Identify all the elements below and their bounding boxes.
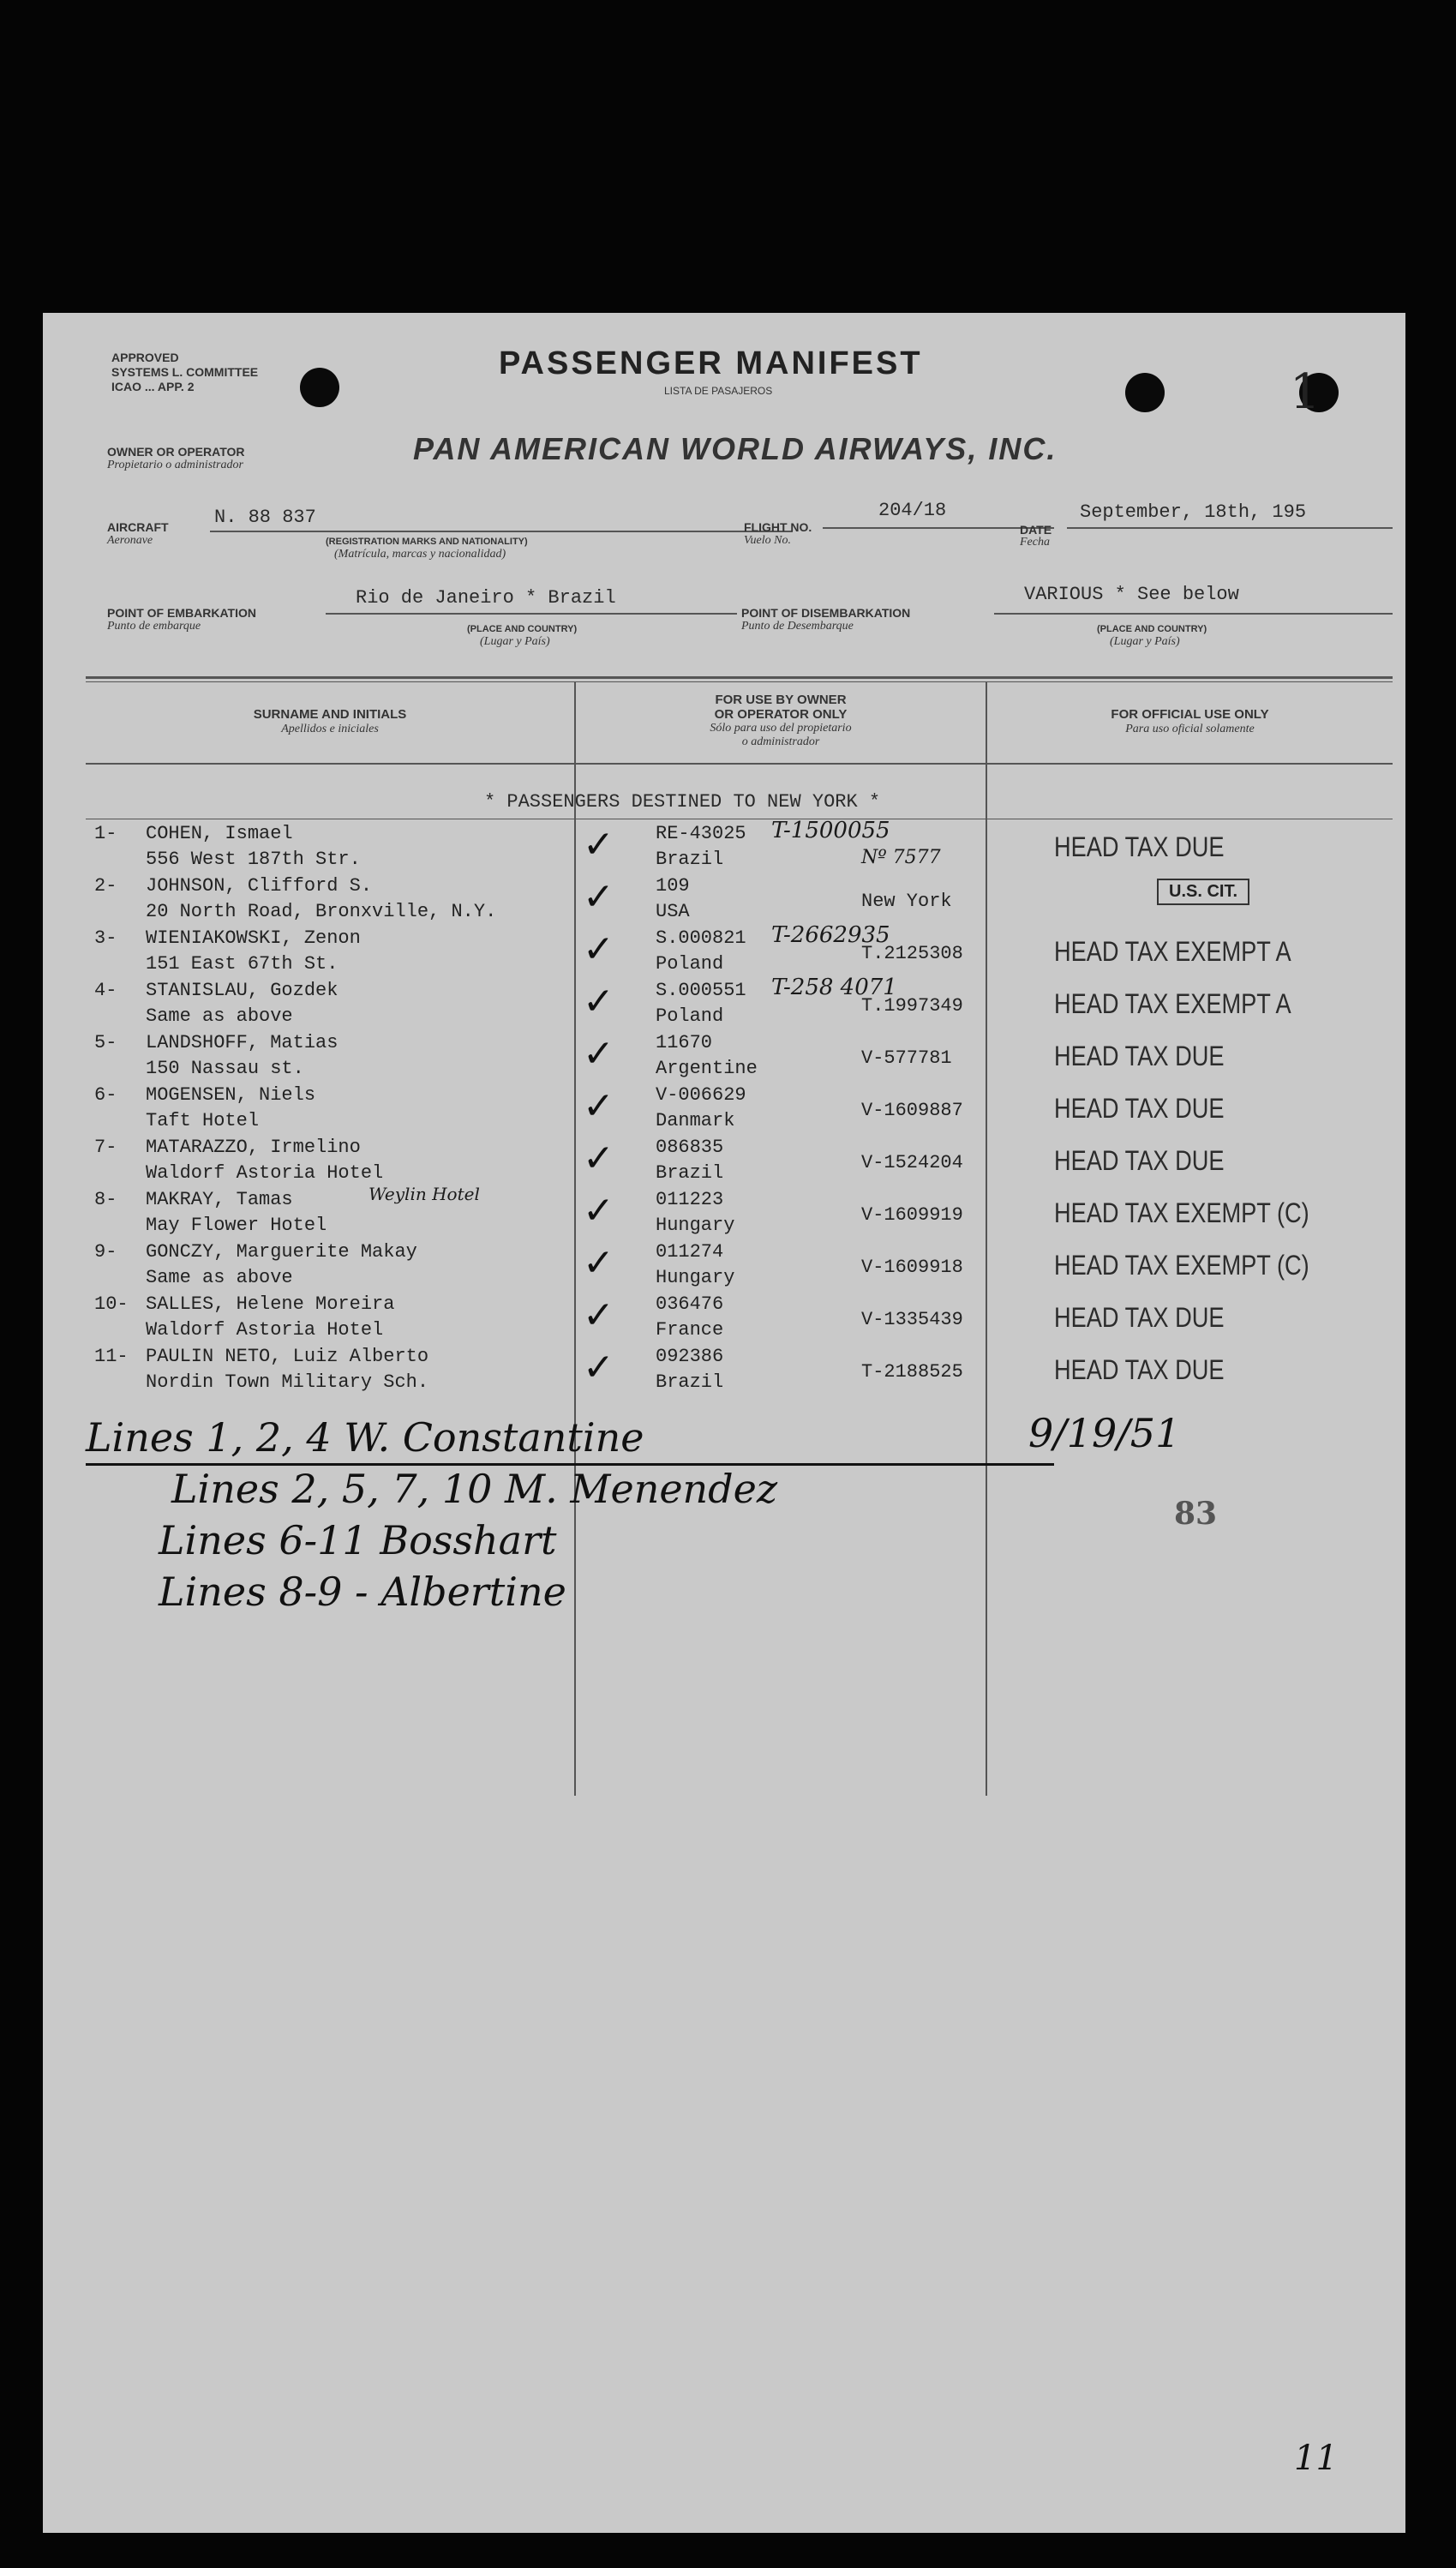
- passenger-name: LANDSHOFF, Matias: [146, 1032, 339, 1053]
- registration-note-es: (Matrícula, marcas y nacionalidad): [334, 548, 506, 561]
- official-stamp: HEAD TAX DUE: [1054, 1145, 1225, 1176]
- date-label: DATE: [1020, 523, 1052, 537]
- nationality: Hungary: [656, 1267, 735, 1288]
- passenger-name: WIENIAKOWSKI, Zenon: [146, 927, 361, 949]
- passenger-address: Waldorf Astoria Hotel: [146, 1319, 384, 1341]
- passenger-name: STANISLAU, Gozdek: [146, 980, 339, 1001]
- passenger-address: Taft Hotel: [146, 1110, 260, 1131]
- flight-label: FLIGHT NO.: [744, 520, 812, 534]
- visa-number: V-1524204: [861, 1152, 963, 1173]
- row-number: 2-: [94, 875, 117, 897]
- disembark-label: POINT OF DISEMBARKATION: [741, 606, 911, 620]
- nationality: Poland: [656, 953, 724, 975]
- date-value: September, 18th, 195: [1080, 501, 1307, 523]
- nationality: Brazil: [656, 849, 724, 870]
- table-row: [94, 975, 1388, 1033]
- table-row: [94, 1084, 1388, 1137]
- check-mark-icon: ✓: [583, 823, 614, 867]
- embark-label-es: Punto de embarque: [107, 620, 201, 633]
- nationality: Brazil: [656, 1371, 724, 1393]
- official-stamp: HEAD TAX DUE: [1054, 1041, 1225, 1071]
- aircraft-value: N. 88 837: [214, 507, 316, 528]
- passport-id: V-006629: [656, 1084, 746, 1106]
- handwritten-note: Lines 2, 5, 7, 10 M. Menendez: [171, 1466, 778, 1512]
- registration-note: (REGISTRATION MARKS AND NATIONALITY): [326, 537, 528, 547]
- handwritten-note: Lines 6-11 Bosshart: [159, 1517, 557, 1563]
- punch-hole: [1125, 373, 1165, 412]
- check-mark-icon: ✓: [583, 980, 614, 1023]
- visa-number: New York: [861, 891, 952, 912]
- col-header-operator: FOR USE BY OWNER: [715, 693, 847, 707]
- owner-label-es: Propietario o administrador: [107, 459, 243, 471]
- passenger-address: May Flower Hotel: [146, 1215, 327, 1236]
- stamp-number: 83: [1174, 1496, 1218, 1532]
- place-note-es: (Lugar y País): [1110, 635, 1180, 648]
- handwritten-number: Nº 7577: [861, 847, 941, 868]
- col-header-operator-es: Sólo para uso del propietario: [710, 722, 852, 735]
- check-mark-icon: ✓: [583, 1032, 614, 1076]
- official-stamp: HEAD TAX EXEMPT (C): [1054, 1197, 1309, 1228]
- passenger-name: MOGENSEN, Niels: [146, 1084, 316, 1106]
- passenger-name: GONCZY, Marguerite Makay: [146, 1241, 417, 1263]
- nationality: Brazil: [656, 1162, 724, 1184]
- passport-id: S.000821: [656, 927, 746, 949]
- handwritten-note: Lines 1, 2, 4 W. Constantine: [86, 1414, 644, 1461]
- row-number: 9-: [94, 1241, 117, 1263]
- page-subtitle: LISTA DE PASAJEROS: [664, 385, 773, 397]
- passenger-name: JOHNSON, Clifford S.: [146, 875, 373, 897]
- passenger-address: Nordin Town Military Sch.: [146, 1371, 429, 1393]
- aircraft-label: AIRCRAFT: [107, 520, 169, 534]
- col-header-official-es: Para uso oficial solamente: [1125, 723, 1255, 735]
- official-stamp: HEAD TAX EXEMPT (C): [1054, 1250, 1309, 1281]
- airline-name: PAN AMERICAN WORLD AIRWAYS, INC.: [413, 431, 1058, 466]
- destination-banner: * PASSENGERS DESTINED TO NEW YORK *: [484, 791, 881, 813]
- visa-number: V-1609919: [861, 1204, 963, 1226]
- row-number: 3-: [94, 927, 117, 949]
- row-number: 10-: [94, 1293, 129, 1315]
- row-number: 6-: [94, 1084, 117, 1106]
- check-mark-icon: ✓: [583, 1189, 614, 1233]
- col-header-official: FOR OFFICIAL USE ONLY: [1111, 707, 1269, 722]
- flight-label-es: Vuelo No.: [744, 534, 791, 547]
- flight-value: 204/18: [878, 500, 947, 521]
- passport-id: 036476: [656, 1293, 724, 1315]
- page-number-handwritten: 11: [1294, 2439, 1338, 2478]
- col-header-name-es: Apellidos e iniciales: [281, 723, 379, 735]
- passport-id: 109: [656, 875, 690, 897]
- handwritten-note: Lines 8-9 - Albertine: [159, 1569, 566, 1615]
- place-note-es: (Lugar y País): [480, 635, 550, 648]
- date-label-es: Fecha: [1020, 536, 1050, 549]
- table-row: [94, 1184, 1388, 1242]
- approval-line: APPROVED: [111, 351, 179, 364]
- official-stamp: HEAD TAX DUE: [1054, 1302, 1225, 1333]
- table-row: [94, 1346, 1388, 1399]
- visa-number: V-577781: [861, 1047, 952, 1069]
- table-row: [94, 922, 1388, 981]
- passport-id: 011223: [656, 1189, 724, 1210]
- disembark-value: VARIOUS * See below: [1024, 584, 1239, 605]
- aircraft-label-es: Aeronave: [107, 534, 153, 547]
- passenger-name: MATARAZZO, Irmelino: [146, 1137, 361, 1158]
- nationality: Argentine: [656, 1058, 758, 1079]
- visa-number: V-1609918: [861, 1257, 963, 1278]
- table-row: [94, 818, 1388, 876]
- check-mark-icon: ✓: [583, 1137, 614, 1180]
- punch-hole: [300, 368, 339, 407]
- check-mark-icon: ✓: [583, 927, 614, 971]
- row-number: 8-: [94, 1189, 117, 1210]
- passenger-address: Same as above: [146, 1005, 293, 1027]
- embark-value: Rio de Janeiro * Brazil: [356, 587, 616, 609]
- official-stamp: HEAD TAX EXEMPT A: [1054, 988, 1291, 1019]
- nationality: Hungary: [656, 1215, 735, 1236]
- passport-id: S.000551: [656, 980, 746, 1001]
- page-mark: 1: [1290, 364, 1321, 420]
- official-stamp: HEAD TAX DUE: [1054, 831, 1225, 862]
- owner-label: OWNER OR OPERATOR: [107, 445, 245, 459]
- table-top-rule: [86, 676, 1393, 679]
- nationality: Danmark: [656, 1110, 735, 1131]
- manifest-sheet: [43, 313, 1405, 2533]
- table-row: [94, 875, 1388, 928]
- nationality: Poland: [656, 1005, 724, 1027]
- embark-label: POINT OF EMBARKATION: [107, 606, 256, 620]
- approval-line: ICAO ... APP. 2: [111, 380, 195, 393]
- approval-line: SYSTEMS L. COMMITTEE: [111, 365, 259, 379]
- passenger-address: Waldorf Astoria Hotel: [146, 1162, 384, 1184]
- place-note: (PLACE AND COUNTRY): [467, 624, 578, 634]
- official-stamp: HEAD TAX DUE: [1054, 1093, 1225, 1124]
- handwritten-number: Weylin Hotel: [368, 1184, 480, 1204]
- check-mark-icon: ✓: [583, 1293, 614, 1337]
- official-stamp: HEAD TAX EXEMPT A: [1054, 936, 1291, 967]
- passport-id: 11670: [656, 1032, 713, 1053]
- col-header-name: SURNAME AND INITIALS: [253, 707, 407, 722]
- visa-number: T.1997349: [861, 995, 963, 1017]
- visa-number: T-2188525: [861, 1361, 963, 1383]
- check-mark-icon: ✓: [583, 1084, 614, 1128]
- check-mark-icon: ✓: [583, 1346, 614, 1389]
- table-row: [94, 1032, 1388, 1085]
- header-bottom-rule: [86, 763, 1393, 765]
- row-number: 4-: [94, 980, 117, 1001]
- passenger-address: 151 East 67th St.: [146, 953, 339, 975]
- passport-id: 086835: [656, 1137, 724, 1158]
- handwritten-number: T-1500055: [771, 818, 890, 843]
- handwritten-number: T-2662935: [771, 922, 890, 948]
- place-note: (PLACE AND COUNTRY): [1097, 624, 1207, 634]
- passenger-name: PAULIN NETO, Luiz Alberto: [146, 1346, 429, 1367]
- check-mark-icon: ✓: [583, 875, 614, 919]
- passenger-address: 556 West 187th Str.: [146, 849, 361, 870]
- passenger-address: Same as above: [146, 1267, 293, 1288]
- passenger-name: MAKRAY, Tamas: [146, 1189, 293, 1210]
- passport-id: RE-43025: [656, 823, 746, 844]
- page-title: PASSENGER MANIFEST: [499, 345, 923, 381]
- visa-number: T.2125308: [861, 943, 963, 964]
- row-number: 11-: [94, 1346, 129, 1367]
- col-header-operator: OR OPERATOR ONLY: [714, 707, 848, 722]
- passport-id: 092386: [656, 1346, 724, 1367]
- handwritten-number: T-258 4071: [771, 975, 897, 1000]
- row-number: 1-: [94, 823, 117, 844]
- table-row: [94, 1293, 1388, 1347]
- table-row: [94, 1137, 1388, 1190]
- row-number: 5-: [94, 1032, 117, 1053]
- visa-number: V-1335439: [861, 1309, 963, 1330]
- handwritten-date: 9/19/51: [1028, 1410, 1181, 1456]
- passenger-name: SALLES, Helene Moreira: [146, 1293, 395, 1315]
- passenger-name: COHEN, Ismael: [146, 823, 293, 844]
- disembark-label-es: Punto de Desembarque: [741, 620, 854, 633]
- passport-id: 011274: [656, 1241, 724, 1263]
- passenger-address: 150 Nassau st.: [146, 1058, 304, 1079]
- nationality: France: [656, 1319, 724, 1341]
- passenger-address: 20 North Road, Bronxville, N.Y.: [146, 901, 497, 922]
- visa-number: V-1609887: [861, 1100, 963, 1121]
- nationality: USA: [656, 901, 690, 922]
- check-mark-icon: ✓: [583, 1241, 614, 1285]
- row-number: 7-: [94, 1137, 117, 1158]
- official-stamp: HEAD TAX DUE: [1054, 1354, 1225, 1385]
- table-row: [94, 1241, 1388, 1294]
- col-header-operator-es: o administrador: [741, 735, 820, 748]
- official-stamp: U.S. CIT.: [1157, 879, 1249, 905]
